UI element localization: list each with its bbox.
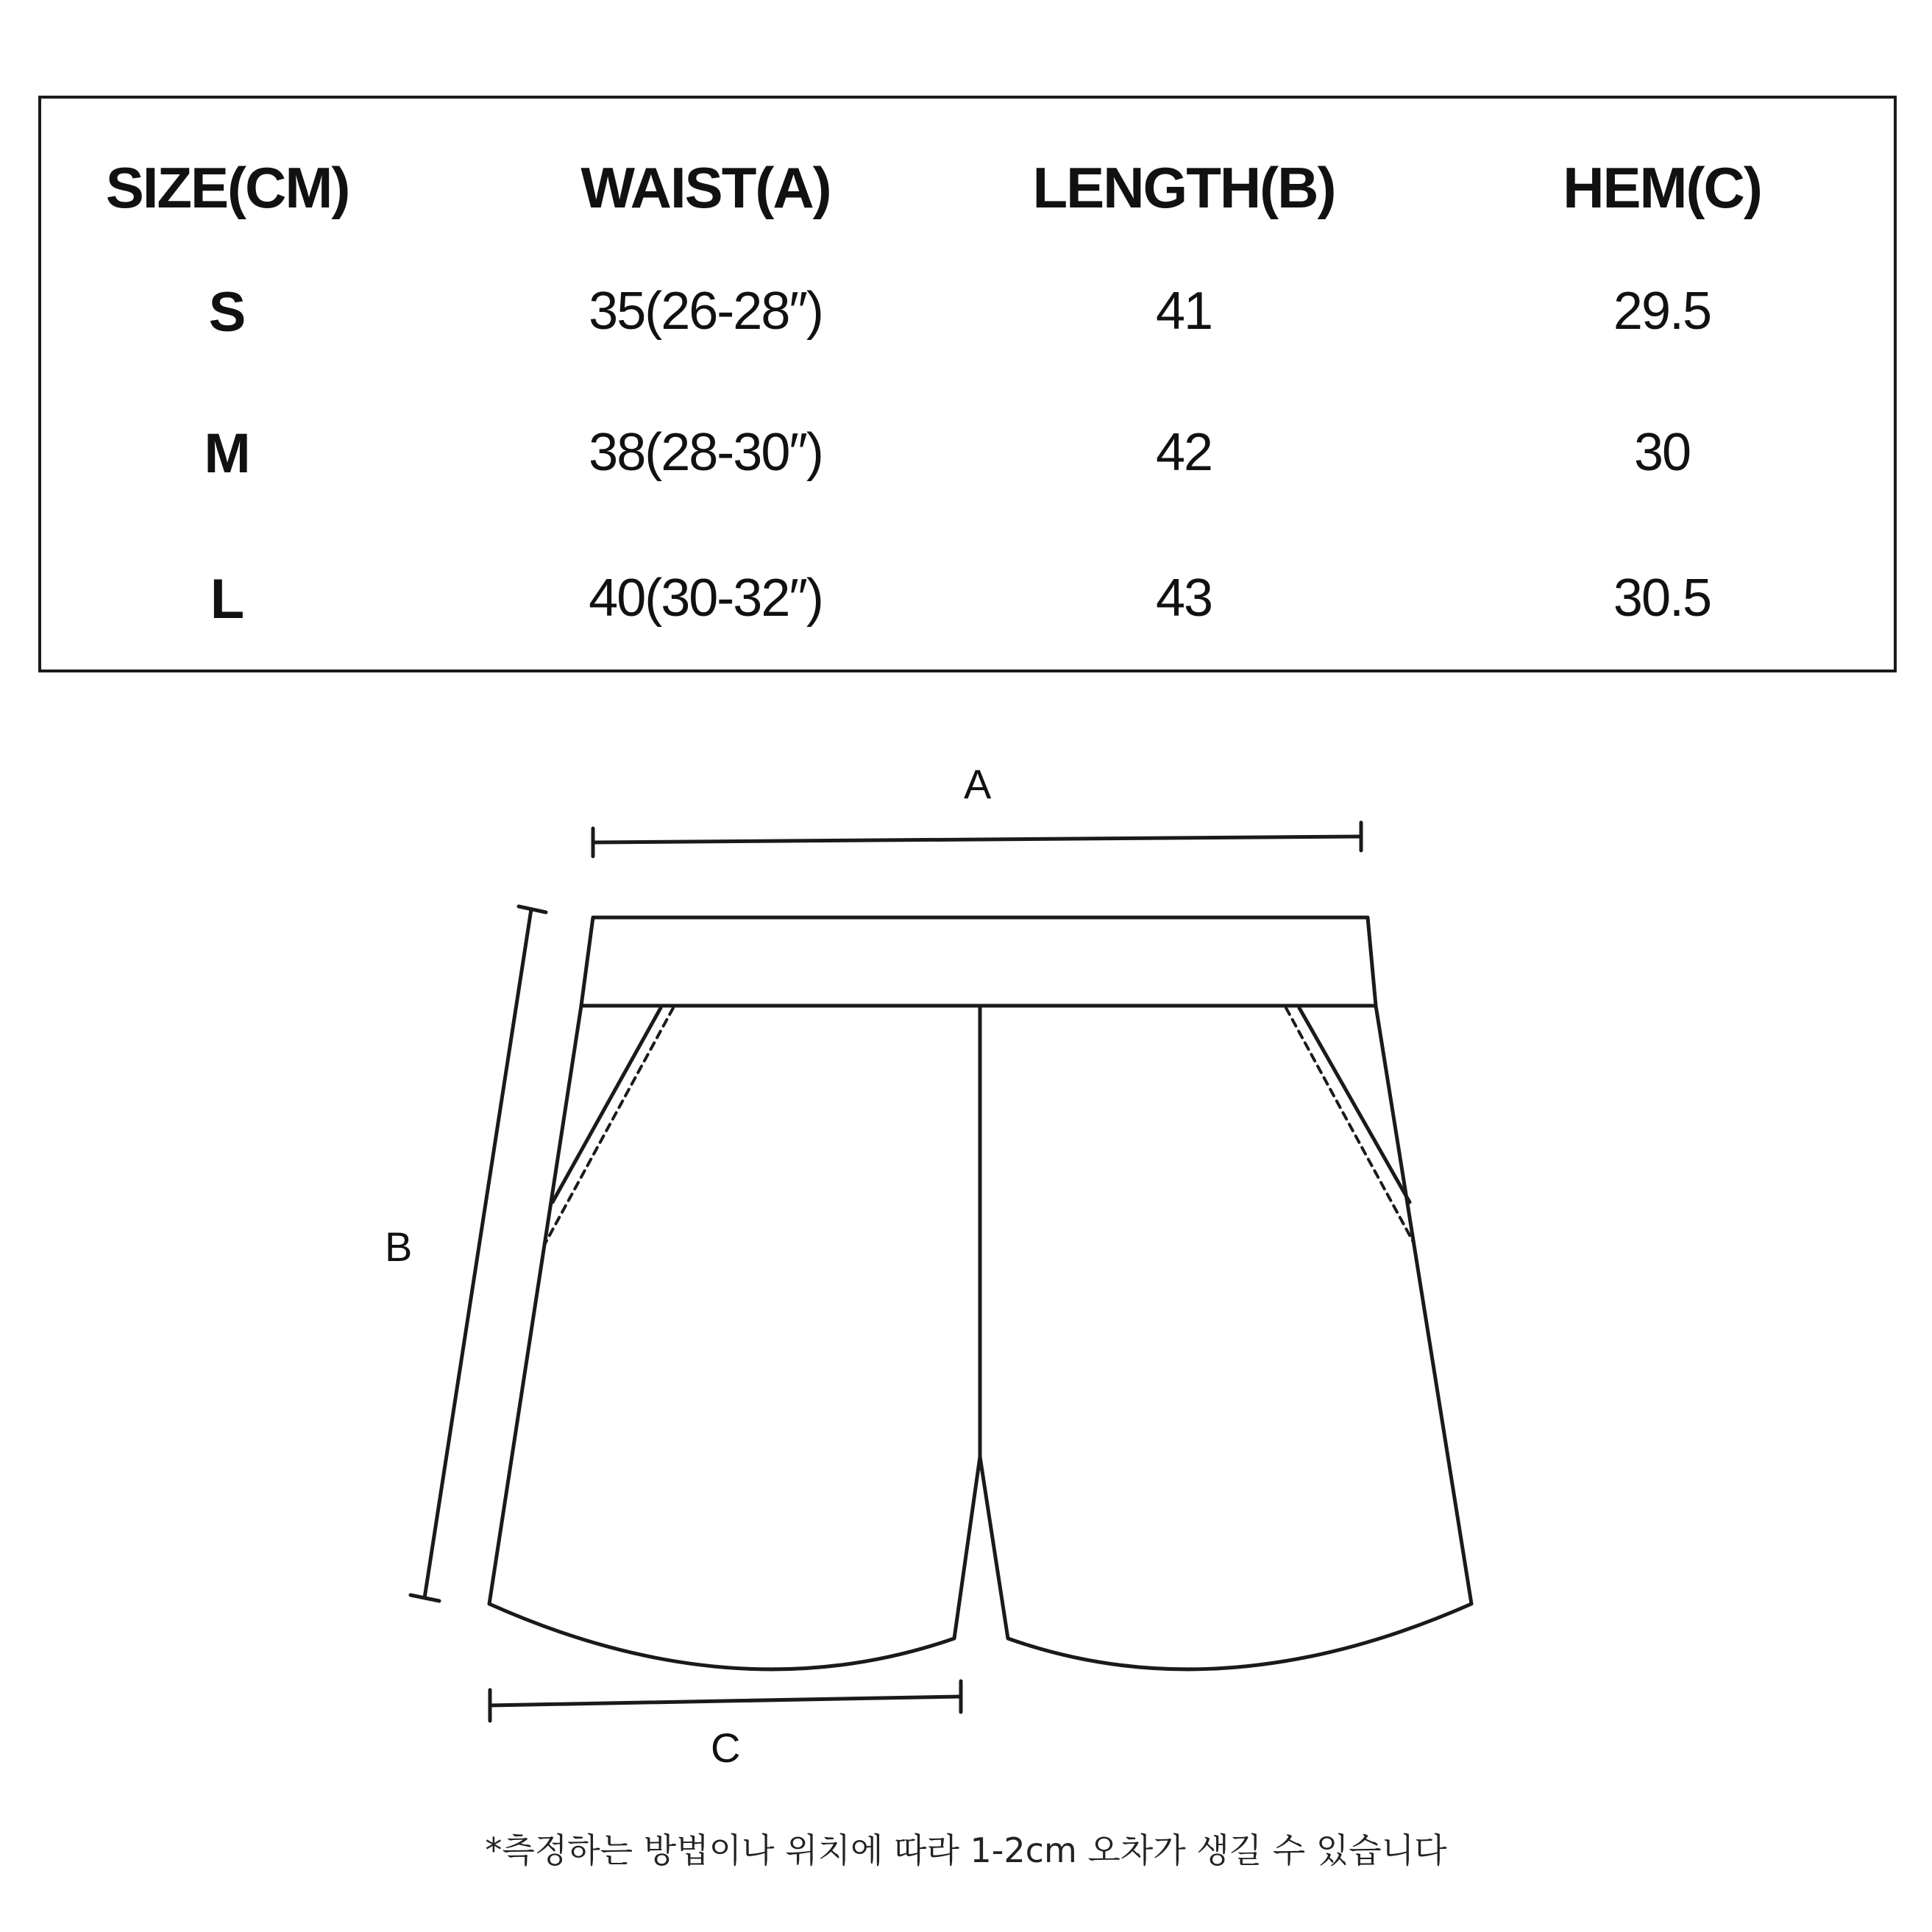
left-pocket-line bbox=[553, 1008, 661, 1202]
row-s-length: 41 bbox=[1155, 282, 1212, 341]
label-c: C bbox=[711, 1725, 741, 1771]
shorts-waistband bbox=[581, 917, 1376, 1006]
measurement-note: *측정하는 방법이나 위치에 따라 1-2cm 오차가 생길 수 있습니다 bbox=[485, 1830, 1447, 1870]
label-b: B bbox=[385, 1224, 413, 1270]
measure-line-b bbox=[411, 906, 546, 1601]
row-s-waist: 35(26-28″) bbox=[589, 282, 823, 341]
row-l-hem: 30.5 bbox=[1613, 569, 1711, 628]
row-m-length: 42 bbox=[1155, 423, 1212, 482]
header-hem: HEM(C) bbox=[1563, 155, 1761, 220]
row-m-hem: 30 bbox=[1633, 423, 1691, 482]
header-waist: WAIST(A) bbox=[580, 155, 831, 220]
row-s-hem: 29.5 bbox=[1613, 282, 1711, 341]
header-length: LENGTH(B) bbox=[1032, 155, 1335, 220]
label-a: A bbox=[964, 761, 992, 807]
row-l-size: L bbox=[210, 568, 245, 631]
measure-line-c bbox=[490, 1681, 961, 1721]
row-m-waist: 38(28-30″) bbox=[589, 423, 823, 482]
header-size: SIZE(CM) bbox=[105, 155, 349, 220]
row-l-waist: 40(30-32″) bbox=[589, 569, 823, 628]
row-l-length: 43 bbox=[1155, 569, 1212, 628]
row-m-size: M bbox=[204, 422, 251, 485]
row-s-size: S bbox=[208, 281, 246, 344]
measure-line-a bbox=[593, 823, 1361, 856]
